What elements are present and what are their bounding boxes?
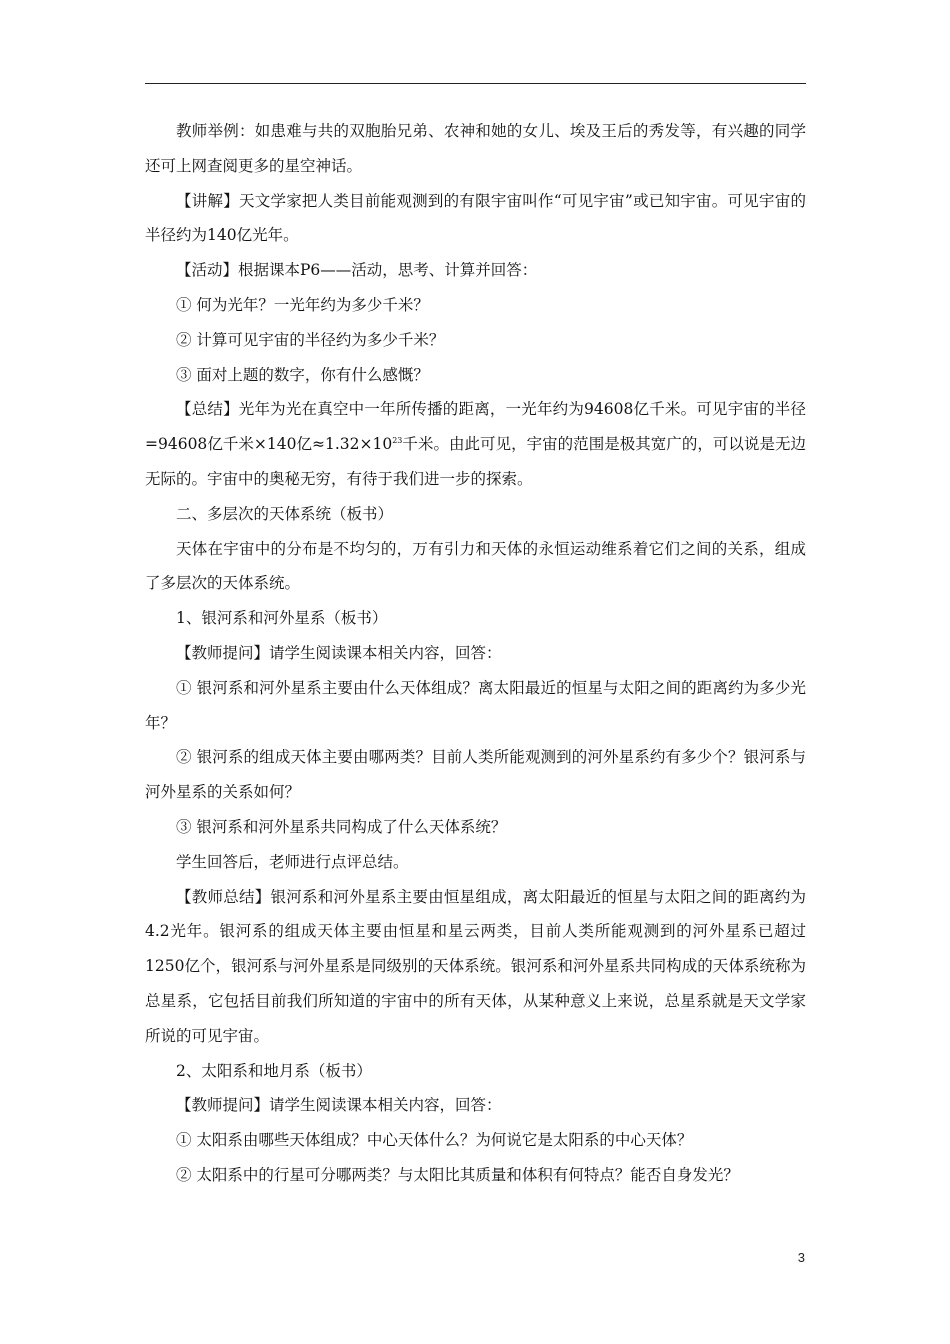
question-solar-1: ① 太阳系由哪些天体组成？中心天体什么？为何说它是太阳系的中心天体？	[176, 1131, 693, 1150]
paragraph-teacher-question-2: 【教师提问】请学生阅读课本相关内容，回答：	[176, 1096, 502, 1115]
question-milky-way-3: ③ 银河系和河外星系共同构成了什么天体系统？	[176, 817, 507, 836]
question-2: ② 计算可见宇宙的半径约为多少千米？	[176, 330, 445, 349]
subheading-milky-way: 1、银河系和河外星系（板书）	[176, 609, 388, 628]
question-3: ③ 面对上题的数字，你有什么感慨？	[176, 365, 429, 384]
question-solar-2: ② 太阳系中的行星可分哪两类？与太阳比其质量和体积有何特点？能否自身发光？	[176, 1165, 739, 1184]
paragraph-teacher-examples: 教师举例：如患难与共的双胞胎兄弟、农神和她的女儿、埃及王后的秀发等，有兴趣的同学还可上网查阅更多的星空神话。	[145, 122, 806, 175]
subheading-solar-system: 2、太阳系和地月系（板书）	[176, 1061, 372, 1080]
question-milky-way-2: ② 银河系的组成天体主要由哪两类？目前人类所能观测到的河外星系约有多少个？银河系与河外星系的关系如何？	[145, 748, 806, 802]
section-heading-celestial-systems: 二、多层次的天体系统（板书）	[176, 504, 394, 523]
paragraph-explanation: 【讲解】天文学家把人类目前能观测到的有限宇宙叫作“可见宇宙”或已知宇宙。可见宇宙的半径约为140亿光年。	[145, 191, 806, 245]
paragraph-activity: 【活动】根据课本P6——活动，思考、计算并回答：	[176, 261, 538, 280]
summary-exponent: 23	[392, 436, 403, 446]
paragraph-distribution: 天体在宇宙中的分布是不均匀的，万有引力和天体的永恒运动维系着它们之间的关系，组成了多层次的天体系统。	[145, 539, 806, 593]
paragraph-teacher-summary: 【教师总结】银河系和河外星系主要由恒星组成，离太阳最近的恒星与太阳之间的距离约为4.2光年。银河系的组成天体主要由恒星和星云两类，目前人类所能观测到的河外星系已超过1250亿个，银河系与河外星系是同级别的天体系统。银河系和河外星系共同构成的天体系统称为总星系，它包括目前我们所知道的宇宙中的所有天体，从某种意义上来说，总星系就是天文学家所说的可见宇宙。	[145, 887, 806, 1045]
header-rule	[145, 83, 806, 84]
paragraph-student-answer: 学生回答后，老师进行点评总结。	[176, 852, 409, 871]
summary-text-before: 【总结】光年为光在真空中一年所传播的距离，一光年约为94608亿千米。可见宇宙的半径=94608亿千米×140亿≈1.32×10	[145, 400, 806, 454]
document-body	[145, 114, 806, 1193]
summary-text-after: 千米。由此可见，宇宙的范围是极其宽广的，可以说是无边无际的。宇宙中的奥秘无穷，有待于我们进一步的探索。	[145, 435, 806, 488]
question-1: ① 何为光年？一光年约为多少千米？	[176, 295, 429, 314]
paragraph-teacher-question-1: 【教师提问】请学生阅读课本相关内容，回答：	[176, 643, 502, 662]
page-number: 3	[797, 1250, 805, 1265]
paragraph-summary	[145, 392, 806, 496]
question-milky-way-1: ① 银河系和河外星系主要由什么天体组成？离太阳最近的恒星与太阳之间的距离约为多少光年？	[145, 678, 806, 732]
